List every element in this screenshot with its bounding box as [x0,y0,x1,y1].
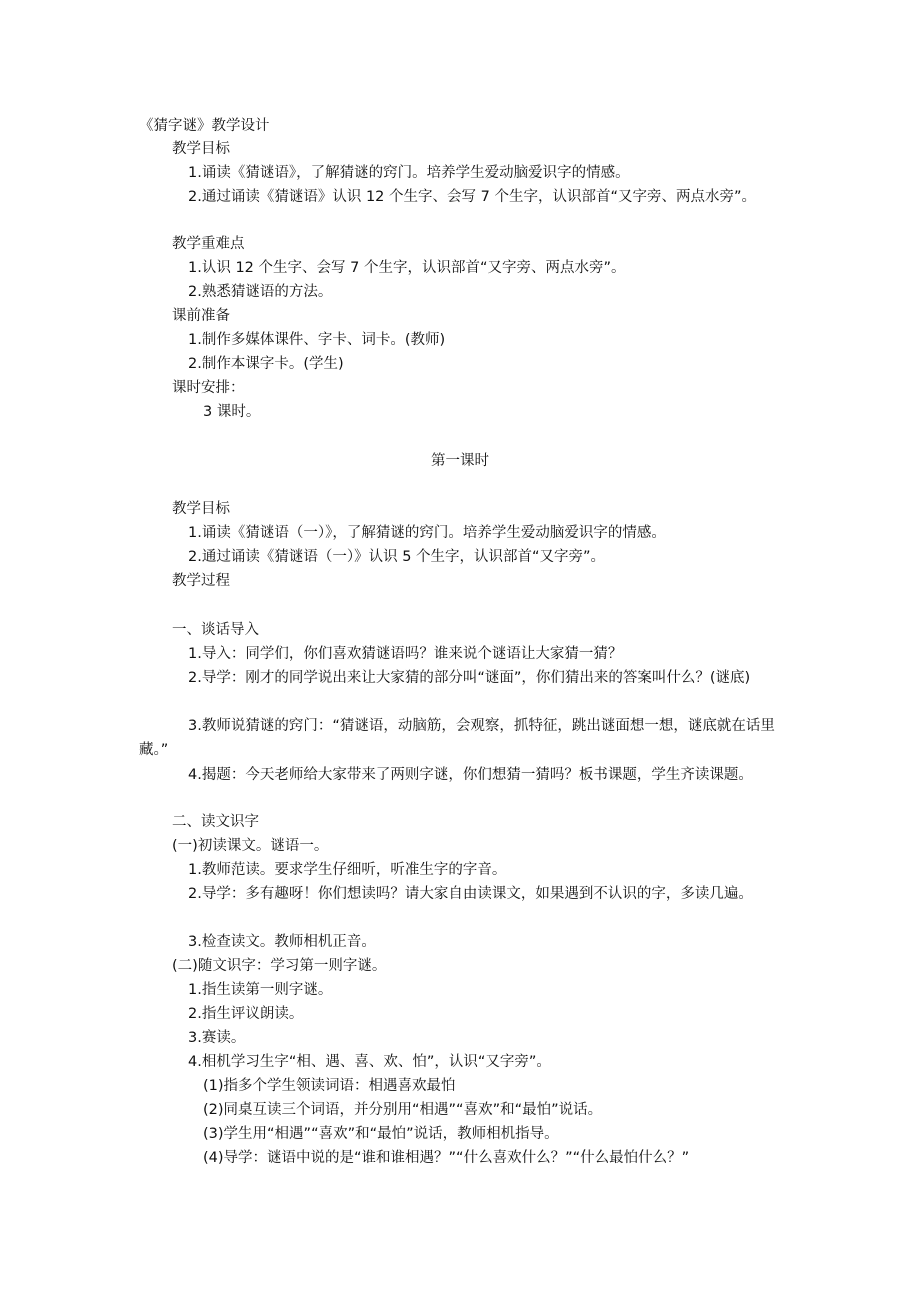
prep-item: 2.制作本课字卡。(学生) [188,356,344,372]
key-points-heading: 教学重难点 [172,236,245,252]
sub2-heading: (二)随文识字：学习第一则字谜。 [172,958,387,974]
sub2-detail: (1)指多个学生领读词语：相遇喜欢最怕 [203,1078,456,1094]
part1-item: 1.导入：同学们，你们喜欢猜谜语吗？谁来说个谜语让大家猜一猜？ [188,646,623,662]
sub2-item: 1.指生读第一则字谜。 [188,982,333,998]
schedule-heading: 课时安排： [172,380,245,396]
prep-item: 1.制作多媒体课件、字卡、词卡。(教师) [188,332,446,348]
part1-item: 2.导学：刚才的同学说出来让大家猜的部分叫“谜面”，你们猜出来的答案叫什么？(谜底) [188,670,751,686]
lesson1-goal-item: 1.诵读《猜谜语（一）》，了解猜谜的窍门。培养学生爱动脑爱识字的情感。 [188,525,666,541]
lesson1-title: 第一课时 [431,453,489,469]
sub2-detail: (4)导学：谜语中说的是“谁和谁相遇？”“什么喜欢什么？”“什么最怕什么？” [203,1150,690,1166]
goal-item: 2.通过诵读《猜谜语》认识 12 个生字、会写 7 个生字，认识部首“又字旁、两点水旁”。 [188,189,756,205]
part1-item: 4.揭题：今天老师给大家带来了两则字谜，你们想猜一猜吗？板书课题，学生齐读课题。 [188,767,753,783]
sub2-item: 3.赛读。 [188,1030,246,1046]
prep-heading: 课前准备 [172,308,230,324]
sub2-item: 4.相机学习生字“相、遇、喜、欢、怕”，认识“又字旁”。 [188,1054,551,1070]
sub2-detail: (3)学生用“相遇”“喜欢”和“最怕”说话，教师相机指导。 [203,1126,559,1142]
schedule-value: 3 课时。 [203,404,261,420]
goals-heading: 教学目标 [172,141,230,157]
sub2-detail: (2)同桌互读三个词语，并分别用“相遇”“喜欢”和“最怕”说话。 [203,1102,603,1118]
lesson1-goals-heading: 教学目标 [172,501,230,517]
sub2-item: 2.指生评议朗读。 [188,1006,304,1022]
sub1-item: 2.导学：多有趣呀！你们想读吗？请大家自由读课文，如果遇到不认识的字，多读几遍。 [188,886,753,902]
lesson1-goal-item: 2.通过诵读《猜谜语（一）》认识 5 个生字，认识部首“又字旁”。 [188,549,606,565]
part2-heading: 二、读文识字 [172,814,259,830]
sub1-item: 3.检查读文。教师相机正音。 [188,934,376,950]
document-title: 《猜字谜》教学设计 [139,118,270,134]
key-point-item: 1.认识 12 个生字、会写 7 个生字，认识部首“又字旁、两点水旁”。 [188,260,626,276]
sub1-item: 1.教师范读。要求学生仔细听，听准生字的字音。 [188,862,507,878]
key-point-item: 2.熟悉猜谜语的方法。 [188,284,333,300]
sub1-heading: (一)初读课文。谜语一。 [172,838,329,854]
part1-heading: 一、谈话导入 [172,622,259,638]
process-heading: 教学过程 [172,573,230,589]
part1-item: 3.教师说猜谜的窍门：“猜谜语，动脑筋，会观察，抓特征，跳出谜面想一想，谜底就在话里藏。” [139,718,775,758]
goal-item: 1.诵读《猜谜语》，了解猜谜的窍门。培养学生爱动脑爱识字的情感。 [188,165,630,181]
